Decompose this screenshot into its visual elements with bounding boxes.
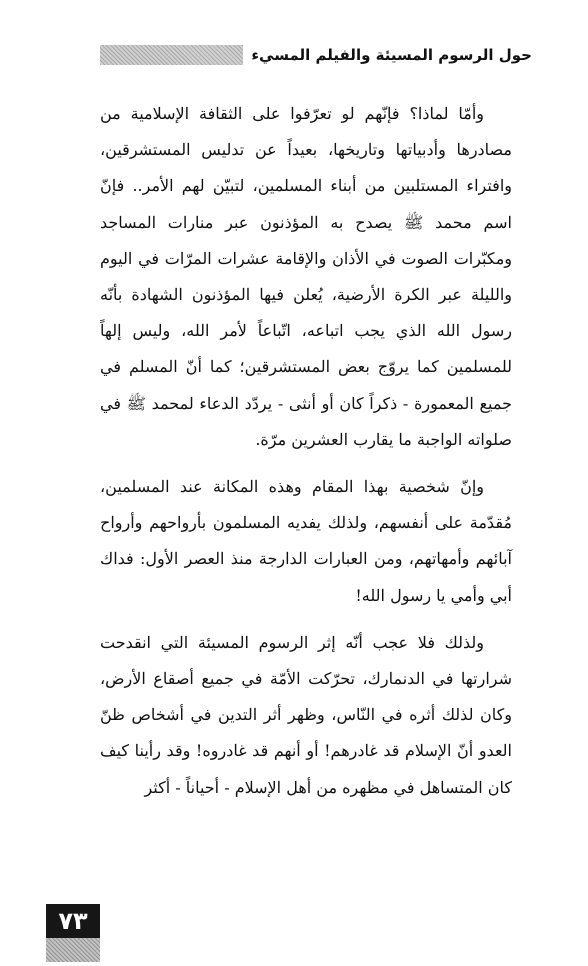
paragraph-1: وأمّا لماذا؟ فإنّهم لو تعرّفوا على الثقافة الإسلامية من مصادرها وأدبياتها وتاريخها، بعيداً عن تدليس المستشرقين، وافتراء المستلبين من أبناء المسلمين، لتبيّن لهم الأمر.. فإنّ اسم محمد ﷺ يصدح به المؤذنون عبر منارات المساجد ومكبّرات الصوت في الأذان والإقامة عشرات المرّات في اليوم والليلة عبر الكرة الأرضية، يُعلن فيها المؤذنون الشهادة بأنّه رسول الله الذي يجب اتباعه، اتّباعاً لأمر الله، وليس إلهاً للمسلمين كما يروّج بعض المستشرقين؛ كما أنّ المسلم في جميع المعمورة - ذكراً كان أو أنثى - يردّد الدعاء لمحمد ﷺ في صلواته الواجبة ما يقارب العشرين مرّة.	[100, 104, 512, 449]
running-header-title: حول الرسوم المسيئة والفيلم المسيء	[251, 46, 532, 64]
running-header	[100, 40, 532, 70]
page-number: ٧٣	[46, 904, 100, 938]
page-number-decorative-strip	[46, 938, 100, 962]
header-decorative-bar	[100, 45, 243, 65]
paragraph-2: وإنّ شخصية بهذا المقام وهذه المكانة عند المسلمين، مُقدّمة على أنفسهم، ولذلك يفديه المسلمون بأرواحهم وأرواح آبائهم وأمهاتهم، ومن العبارات الدارجة منذ العصر الأول: فداك أبي وأمي يا رسول الله!	[100, 477, 512, 605]
page-body	[100, 96, 512, 806]
paragraph-3: ولذلك فلا عجب أنّه إثر الرسوم المسيئة التي انقدحت شرارتها في الدنمارك، تحرّكت الأمّة في جميع أصقاع الأرض، وكان لذلك أثره في النّاس، وظهر أثر التدين في أشخاص ظنّ العدو أنّ الإسلام قد غادرهم! أو أنهم قد غادروه! وقد رأينا كيف كان المتساهل في مظهره من أهل الإسلام - أحياناً - أكثر	[100, 632, 512, 797]
